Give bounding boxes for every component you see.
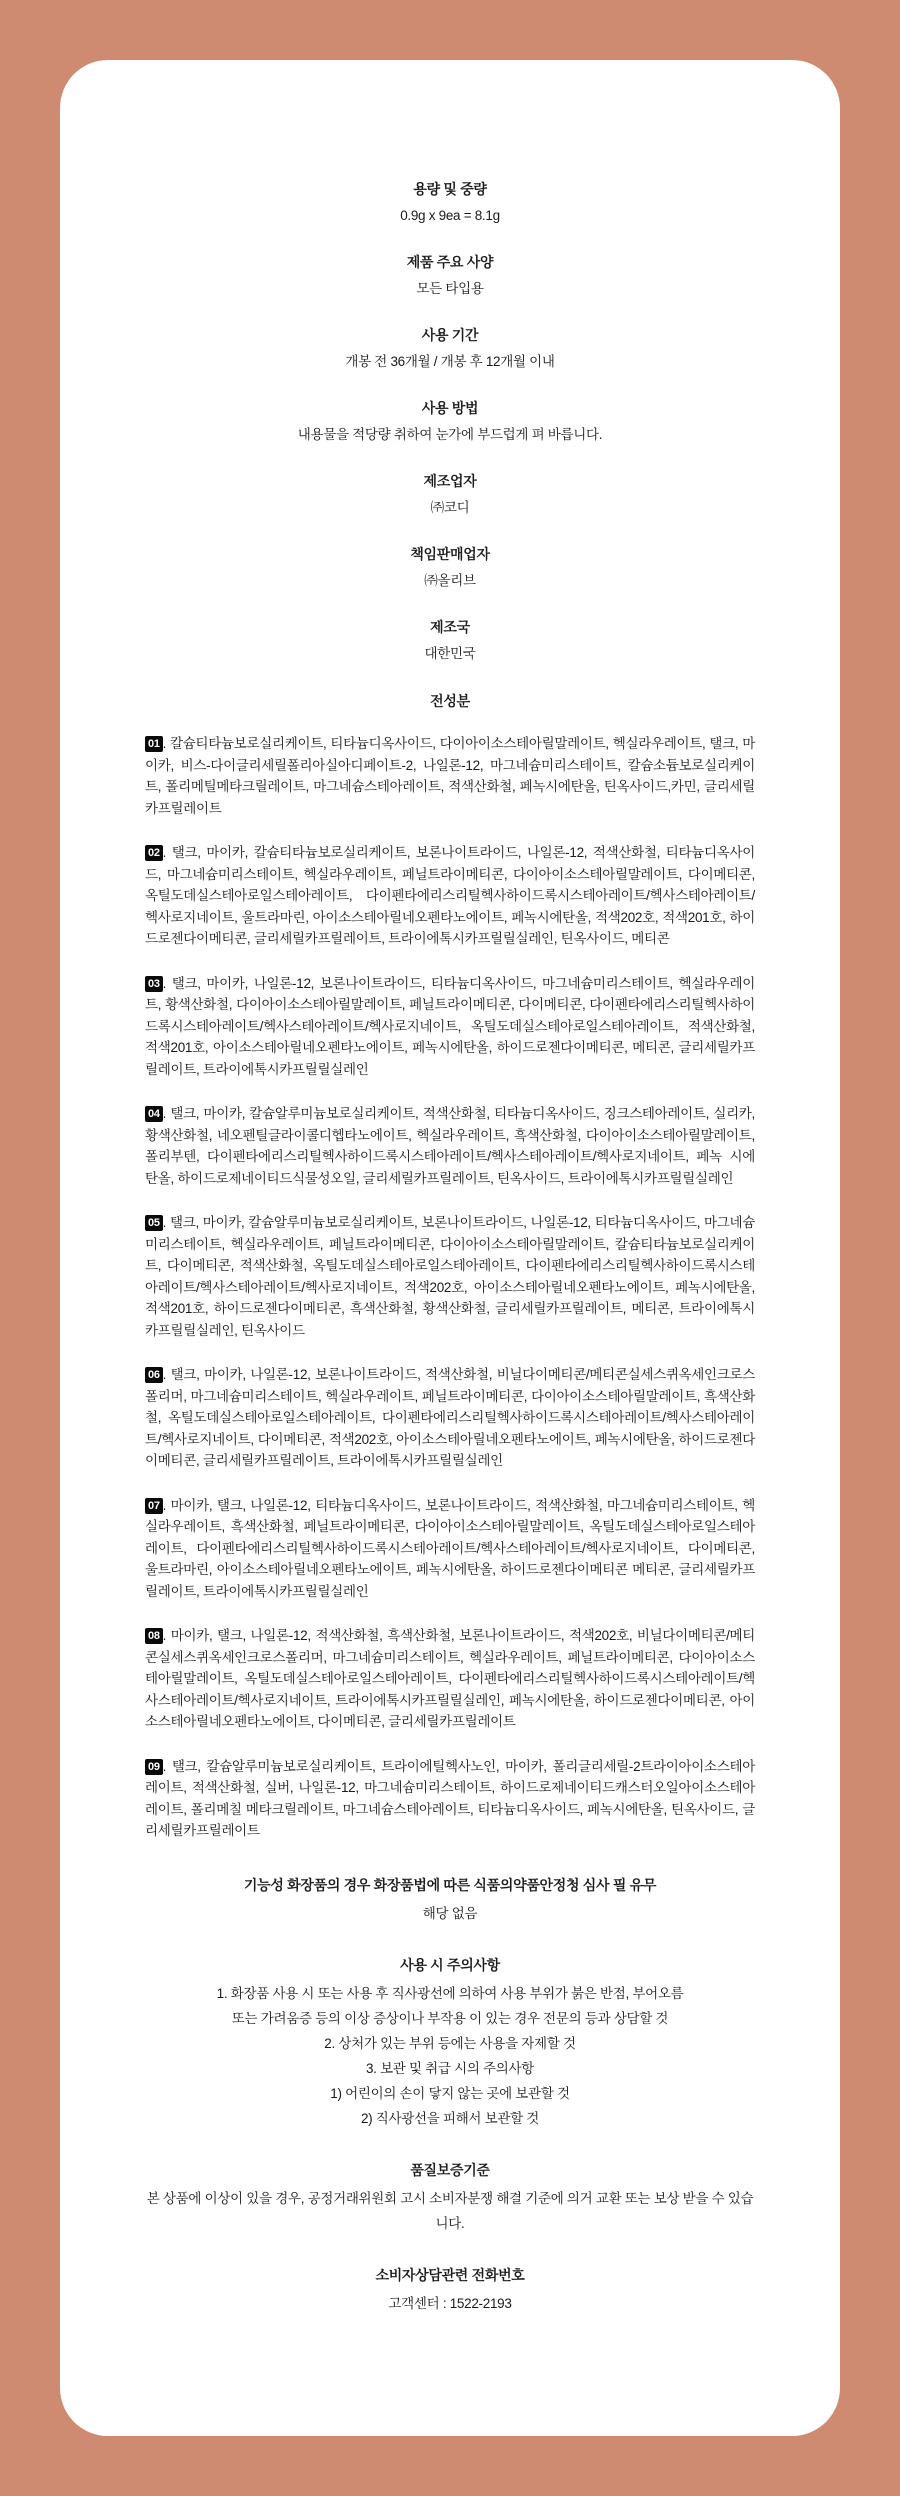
section-text: ㈜코디 bbox=[430, 500, 470, 515]
ingredient-number-badge: 08 bbox=[145, 1628, 163, 1644]
info-section bbox=[145, 1956, 755, 2131]
section-text: 해당 없음 bbox=[422, 1905, 478, 1921]
product-info-content bbox=[145, 180, 755, 2316]
ingredient-item bbox=[145, 1364, 755, 1472]
ingredient-number-badge: 09 bbox=[145, 1759, 163, 1775]
ingredient-text: 탤크, 마이카, 나일론-12, 보론나이트라이드, 티타늄디옥사이드, 마그네슘미리스테이트, 헥실라우레이트, 황색산화철, 다이아이소스테아릴말레이트, 페닐트라이메티콘, 다이메티콘, 다이펜타에리스리틸헥사하이드록시스테아레이트/헥사스테아레이트/헥사로지네이트, 옥틸도데실스테아로일스테아레이트, 적색산화철, 적색201호, 아이소스테아릴네오펜타노에이트, 페녹시에탄올, 하이드로젠다이메티콘, 메티콘, 글리세릴카프릴레이트, 트라이에톡시카프릴릴실레인 bbox=[145, 975, 755, 1077]
notice-sections bbox=[145, 1876, 755, 2316]
section-title: 제조업자 bbox=[423, 473, 477, 489]
ingredient-number-badge: 03 bbox=[145, 976, 163, 992]
section-text: 고객센터 : 1522-2193 bbox=[388, 2295, 512, 2311]
ingredient-number-dot: . bbox=[162, 1367, 171, 1382]
section-text: 0.9g x 9ea = 8.1g bbox=[400, 208, 500, 223]
ingredient-item bbox=[145, 973, 755, 1081]
info-section bbox=[145, 2266, 755, 2316]
info-section bbox=[145, 545, 755, 592]
info-section bbox=[145, 472, 755, 519]
ingredient-number-dot: . bbox=[162, 1106, 171, 1121]
ingredient-number-dot: . bbox=[162, 1215, 170, 1230]
info-section bbox=[145, 326, 755, 373]
ingredient-list bbox=[145, 733, 755, 1842]
ingredient-number-dot: . bbox=[162, 1758, 172, 1774]
section-title: 사용 방법 bbox=[421, 400, 479, 416]
ingredient-number-badge: 02 bbox=[145, 845, 163, 861]
section-title: 제조국 bbox=[430, 619, 470, 635]
ingredient-text: 칼슘티타늄보로실리케이트, 티타늄디옥사이드, 다이아이소스테아릴말레이트, 헥실라우레이트, 탤크, 마이카, 비스-다이글리세릴폴리아실아디페이트-2, 나일론-12, 마그네슘미리스테이트, 칼슘소듐보로실리케이트, 폴리메틸메타크릴레이트, 마그네슘스테아레이트, 적색산화철, 페녹시에탄올, 틴옥사이드,카민, 글리세릴카프릴레이트 bbox=[145, 736, 755, 816]
section-title: 소비자상담관련 전화번호 bbox=[375, 2266, 525, 2283]
section-text: 개봉 전 36개월 / 개봉 후 12개월 이내 bbox=[345, 354, 555, 369]
ingredient-text: 탤크, 마이카, 칼슘알루미늄보로실리케이트, 적색산화철, 티타늄디옥사이드, 징크스테아레이트, 실리카,황색산화철, 네오펜틸글라이콜디헵타노에이트, 헥실라우레이트, 흑색산화철, 다이아이소스테아릴말레이트, 폴리부텐, 다이펜타에리스리틸헥사하이드록시스테아레이트/헥사스테아레이트/헥사로지네이트, 페녹 시에탄올, 하이드로제네이티드식물성오일, 글리세릴카프릴레이트, 틴옥사이드, 트라이에톡시카프릴릴실레인 bbox=[145, 1106, 755, 1186]
product-spec-sections bbox=[145, 180, 755, 665]
section-text: 대한민국 bbox=[424, 646, 476, 661]
ingredient-text: 탤크, 마이카, 칼슘알루미늄보로실리케이트, 보론나이트라이드, 나일론-12, 티타늄디옥사이드, 마그네슘미리스테이트, 헥실라우레이트, 페닐트라이메티콘, 다이아이소스테아릴말레이트, 칼슘티타늄보로실리케이트, 다이메티콘, 적색산화철, 옥틸도데실스테아로일스테아레이트, 다이펜타에리스리틸헥사하이드록시스테아레이트/헥사스테아레이트/헥사로지네이트, 적색202호, 아이소스테아릴네오펜타노에이트, 페녹시에탄올, 적색201호, 하이드로젠다이메티콘, 흑색산화철, 황색산화철, 글리세릴카프릴레이트, 메티콘, 트라이에톡시카프릴릴실레인, 틴옥사이드 bbox=[145, 1215, 755, 1338]
ingredients-title: 전성분 bbox=[430, 693, 470, 709]
ingredient-item bbox=[145, 1212, 755, 1341]
ingredient-item bbox=[145, 1103, 755, 1189]
section-text: ㈜올리브 bbox=[424, 573, 476, 588]
ingredient-text: 마이카, 탤크, 나일론-12, 적색산화철, 흑색산화철, 보론나이트라이드, 적색202호, 비닐다이메티콘/메티콘실세스퀴옥세인크로스폴리머, 마그네슘미리스테이트, 헥실라우레이트, 페닐트라이메티콘, 다이아이소스테아릴말레이트, 옥틸도데실스테아로일스테아레이트, 다이펜타에리스리틸헥사하이드록시스테아레이트/헥사스테아레이트/헥사로지네이트, 트라이에톡시카프릴릴실레인, 페녹시에탄올, 하이드로젠다이메티콘, 아이소스테아릴네오펜타노에이트, 다이메티콘, 글리세릴카프릴레이트 bbox=[145, 1628, 756, 1729]
ingredient-number-badge: 05 bbox=[145, 1215, 163, 1231]
ingredient-text: 탤크, 마이카, 나일론-12, 보론나이트라이드, 적색산화철, 비닐다이메티콘/메티콘실세스퀴옥세인크로스폴리머, 마그네슘미리스테이트, 헥실라우레이트, 페닐트라이메티콘, 다이아이소스테아릴말레이트, 흑색산화철, 옥틸도데실스테아로일스테아레이트, 다이펜타에리스리틸헥사하이드록시스테아레이트/헥사스테아레이트/헥사로지네이트, 다이메티콘, 적색202호, 아이소스테아릴네오펜타노에이트, 페녹시에탄올, 하이드로젠다이메티콘, 글리세릴카프릴레이트, 트라이에톡시카프릴릴실레인 bbox=[145, 1367, 756, 1468]
ingredient-item bbox=[145, 1625, 755, 1733]
section-text: 또는 가려움증 등의 이상 증상이나 부작용 이 있는 경우 전문의 등과 상담할 것 bbox=[231, 2010, 669, 2026]
info-section bbox=[145, 2161, 755, 2236]
section-title: 사용 시 주의사항 bbox=[400, 1956, 500, 1973]
ingredient-item bbox=[145, 1756, 755, 1842]
ingredient-text: 마이카, 탤크, 나일론-12, 티타늄디옥사이드, 보론나이트라이드, 적색산화철, 마그네슘미리스테이트, 헥실라우레이트, 흑색산화철, 페닐트라이메티콘, 다이아이소스테아릴말레이트, 옥틸도데실스테아로일스테아레이트, 다이펜타에리스리틸헥사하이드록시스테아레이트/헥사스테아레이트/헥사로지네이트, 다이메티콘, 울트라마린, 아이소스테아릴네오펜타노에이트, 페녹시에탄올, 하이드로젠다이메티콘 메티콘, 글리세릴카프릴레이트, 트라이에톡시카프릴릴실레인 bbox=[145, 1497, 755, 1599]
ingredient-text: 탤크, 마이카, 칼슘티타늄보로실리케이트, 보론나이트라이드, 나일론-12, 적색산화철, 티타늄디옥사이드, 마그네슘미리스테이트, 헥실라우레이트, 페닐트라이메티콘, 다이아이소스테아릴말레이트, 다이메티콘, 옥틸도데실스테아로일스테아레이트, 다이펜타에리스리틸헥사하이드록시스테아레이트/헥사스테아레이트/헥사로지네이트, 울트라마린, 아이소스테아릴네오펜타노에이트, 페녹시에탄올, 적색202호, 적색201호, 하이드로젠다이메티콘, 글리세릴카프릴레이트, 트라이에톡시카프릴릴실레인, 틴옥사이드, 메티콘 bbox=[145, 845, 755, 946]
section-text: 2) 직사광선을 피해서 보관할 것 bbox=[360, 2110, 540, 2126]
section-text: 2. 상처가 있는 부위 등에는 사용을 자제할 것 bbox=[324, 2035, 576, 2051]
section-text: 모든 타입용 bbox=[416, 281, 484, 296]
product-info-card bbox=[60, 60, 840, 2436]
ingredient-number-dot: . bbox=[162, 1497, 171, 1513]
ingredient-number-dot: . bbox=[162, 845, 172, 860]
section-text: 1) 어린이의 손이 닿지 않는 곳에 보관할 것 bbox=[330, 2085, 570, 2101]
ingredient-item bbox=[145, 733, 755, 819]
page-background bbox=[0, 60, 900, 2436]
ingredient-item bbox=[145, 1495, 755, 1603]
ingredient-number-badge: 06 bbox=[145, 1367, 163, 1383]
info-section bbox=[145, 253, 755, 300]
section-title: 용량 및 중량 bbox=[413, 181, 487, 197]
ingredient-item bbox=[145, 842, 755, 950]
ingredient-number-badge: 01 bbox=[145, 736, 163, 752]
ingredient-number-dot: . bbox=[162, 1628, 171, 1643]
ingredient-number-dot: . bbox=[162, 975, 172, 991]
section-title: 사용 기간 bbox=[421, 327, 479, 343]
section-text: 본 상품에 이상이 있을 경우, 공정거래위원회 고시 소비자분쟁 해결 기준에 의거 교환 또는 보상 받을 수 있습니다. bbox=[146, 2190, 754, 2231]
section-title: 품질보증기준 bbox=[410, 2161, 490, 2178]
section-text: 1. 화장품 사용 시 또는 사용 후 직사광선에 의하여 사용 부위가 붉은 반점, 부어오름 bbox=[216, 1985, 684, 2001]
ingredients-section bbox=[145, 691, 755, 1842]
ingredient-number-badge: 07 bbox=[145, 1498, 163, 1514]
ingredient-number-badge: 04 bbox=[145, 1106, 163, 1122]
ingredient-number-dot: . bbox=[162, 736, 171, 751]
section-title: 책임판매업자 bbox=[410, 546, 490, 562]
section-text: 내용물을 적당량 취하여 눈가에 부드럽게 펴 바릅니다. bbox=[297, 427, 603, 442]
info-section bbox=[145, 399, 755, 446]
section-title: 제품 주요 사양 bbox=[406, 254, 494, 270]
section-title: 기능성 화장품의 경우 화장품법에 따른 식품의약품안정청 심사 필 유무 bbox=[243, 1876, 657, 1893]
info-section bbox=[145, 618, 755, 665]
ingredient-text: 탤크, 칼슘알루미늄보로실리케이트, 트라이에틸헥사노인, 마이카, 폴리글리세릴-2트라이아이소스테아레이트, 적색산화철, 실버, 나일론-12, 마그네슘미리스테이트, 하이드로제네이티드캐스터오일아이소스테아레이트, 폴리메칠 메타크릴레이트, 마그네슘스테아레이트, 티타늄디옥사이드, 페녹시에탄올, 틴옥사이드, 글리세릴카프릴레이트 bbox=[145, 1758, 755, 1838]
info-section bbox=[145, 1876, 755, 1926]
section-text: 3. 보관 및 취급 시의 주의사항 bbox=[365, 2060, 535, 2076]
info-section bbox=[145, 180, 755, 227]
